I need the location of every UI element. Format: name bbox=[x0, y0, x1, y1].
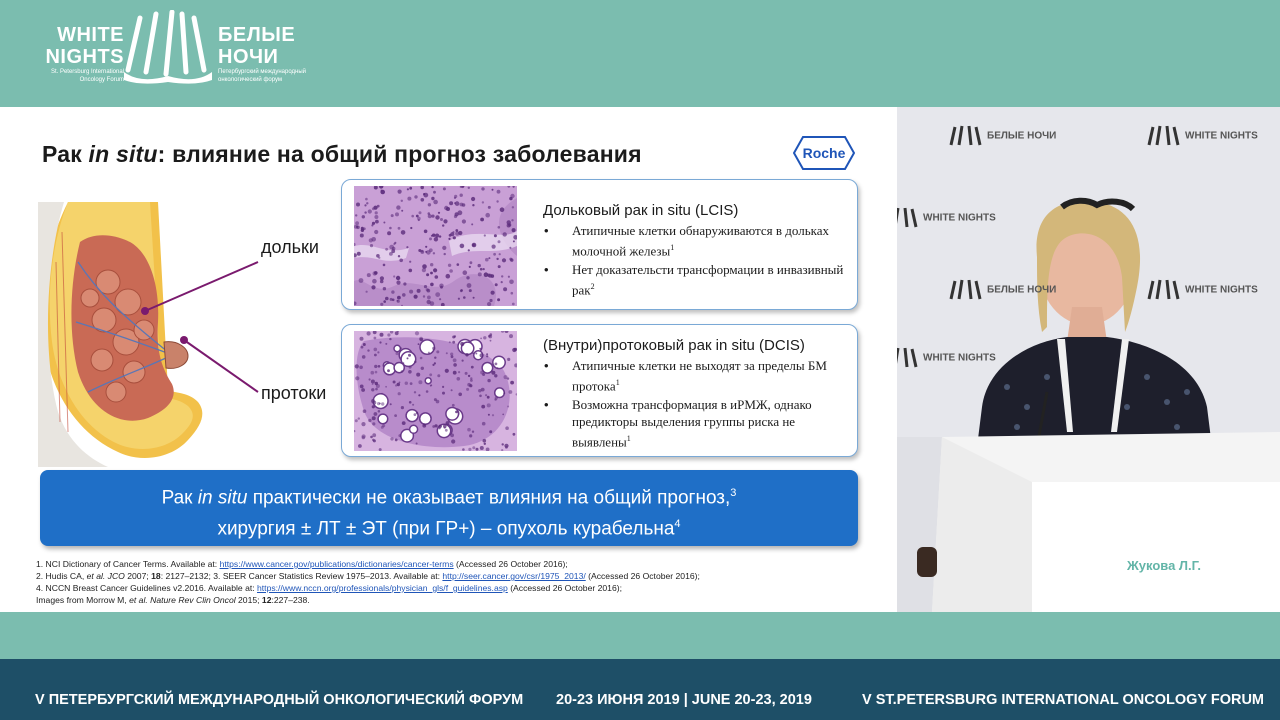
roche-logo bbox=[793, 136, 855, 170]
conclusion-banner bbox=[40, 470, 858, 546]
logo-en-line2: NIGHTS bbox=[45, 46, 124, 68]
ref-2-text: 2. Hudis CA, bbox=[36, 571, 87, 581]
lcis-box bbox=[341, 179, 858, 310]
ref-1-text: 1. NCI Dictionary of Cancer Terms. Available at: bbox=[36, 559, 220, 569]
ref-2-mid: 2007; bbox=[124, 571, 152, 581]
ref-img-tail: :227–238. bbox=[271, 595, 310, 605]
title-suffix: : влияние на общий прогноз заболевания bbox=[157, 141, 642, 167]
forum-logo bbox=[28, 10, 328, 95]
reference-1 bbox=[36, 558, 866, 570]
footer-dates: 20-23 ИЮНЯ 2019 | JUNE 20-23, 2019 bbox=[556, 692, 812, 708]
ref-img-etal: et al. Nature Rev Clin Oncol bbox=[129, 595, 236, 605]
ref-img-mid: 2015; bbox=[235, 595, 262, 605]
logo-english bbox=[34, 24, 124, 84]
lcis-bullets bbox=[543, 222, 848, 299]
dcis-bullet-1 bbox=[543, 357, 848, 394]
dcis-bullet-2 bbox=[543, 396, 848, 450]
lcis-histology-image bbox=[354, 186, 517, 306]
banner-line-1 bbox=[40, 480, 858, 511]
wall-logo-ru-2 bbox=[949, 279, 1056, 301]
reference-images bbox=[36, 594, 866, 606]
presentation-slide bbox=[0, 107, 897, 612]
speaker-video bbox=[897, 107, 1280, 612]
ref-img-text: Images from Morrow M, bbox=[36, 595, 130, 605]
speaker-name: Жукова Л.Г. bbox=[1127, 558, 1202, 573]
ref-2-etal: et al. JCO bbox=[86, 571, 125, 581]
breast-anatomy-illustration bbox=[38, 202, 208, 467]
label-lobules: дольки bbox=[261, 237, 319, 257]
wall-logo-en-1-text: WHITE NIGHTS bbox=[1185, 130, 1258, 142]
logo-russian bbox=[218, 24, 328, 84]
wall-logo-ru-1 bbox=[949, 125, 1056, 147]
ref-2-rest: : 2127–2132; 3. SEER Cancer Statistics Review 1975–2013. Available at: bbox=[160, 571, 443, 581]
dcis-heading: (Внутри)протоковый рак in situ (DCIS) bbox=[543, 337, 805, 354]
dcis-bullet-2-text: Возможна трансформация в иРМЖ, однако предикторы выделения группы риска не выявлены bbox=[572, 397, 812, 450]
logo-ru-sub1: Петербургский международный bbox=[218, 69, 307, 75]
footer-forum-ru: V ПЕТЕРБУРГСКИЙ МЕЖДУНАРОДНЫЙ ОНКОЛОГИЧЕСКИЙ ФОРУМ bbox=[35, 692, 524, 708]
wall-logo-en-2 bbox=[897, 207, 996, 229]
roche-logo-text: Roche bbox=[802, 145, 846, 161]
banner-line-1-prefix: Рак bbox=[161, 487, 198, 509]
ref-4-link[interactable]: https://www.nccn.org/professionals/physician_gls/f_guidelines.asp bbox=[257, 583, 508, 593]
footer-bar bbox=[0, 659, 1280, 720]
title-prefix: Рак bbox=[42, 141, 89, 167]
logo-ru-sub2: онкологический форум bbox=[218, 77, 283, 83]
dcis-bullets bbox=[543, 357, 848, 451]
dcis-histology-image bbox=[354, 331, 517, 451]
ref-1-link[interactable]: https://www.cancer.gov/publications/dictionaries/cancer-terms bbox=[219, 559, 454, 569]
logo-ru-line1: БЕЛЫЕ bbox=[218, 24, 296, 46]
ref-3-link[interactable]: http://seer.cancer.gov/csr/1975_2013/ bbox=[442, 571, 586, 581]
lcis-bullet-2-ref: 2 bbox=[590, 282, 595, 292]
banner-line-1-ref: 3 bbox=[730, 487, 737, 499]
slide-title bbox=[42, 141, 642, 168]
lcis-bullet-1 bbox=[543, 222, 848, 259]
banner-line-1-suffix: практически не оказывает влияния на общий прогноз, bbox=[247, 487, 731, 509]
banner-line-2-text: хирургия ± ЛТ ± ЭТ (при ГР+) – опухоль курабельна bbox=[217, 518, 675, 540]
ref-4-tail: (Accessed 26 October 2016); bbox=[507, 583, 622, 593]
label-ducts: протоки bbox=[261, 383, 327, 403]
wall-logo-en-2-text: WHITE NIGHTS bbox=[923, 212, 996, 224]
wall-logo-en-4 bbox=[897, 347, 996, 369]
ref-2-vol: 18 bbox=[151, 571, 161, 581]
logo-en-line1: WHITE bbox=[57, 24, 124, 46]
lcis-bullet-2-text: Нет доказательсти трансформации в инвазивный рак bbox=[572, 262, 844, 298]
footer-forum-en: V ST.PETERSBURG INTERNATIONAL ONCOLOGY FORUM bbox=[862, 692, 1264, 708]
dcis-bullet-1-text: Атипичные клетки не выходят за пределы БМ протока bbox=[572, 358, 827, 394]
ref-img-vol: 12 bbox=[261, 595, 272, 605]
dcis-bullet-2-ref: 1 bbox=[626, 434, 631, 444]
wall-logo-ru-2-text: БЕЛЫЕ НОЧИ bbox=[987, 284, 1057, 296]
ref-4-text: 4. NCCN Breast Cancer Guidelines v2.2016. Available at: bbox=[36, 583, 258, 593]
dcis-bullet-1-ref: 1 bbox=[615, 378, 620, 387]
lcis-text bbox=[543, 202, 848, 301]
wall-logo-ru-1-text: БЕЛЫЕ НОЧИ bbox=[987, 130, 1057, 142]
wall-logo-en-3 bbox=[1147, 279, 1258, 301]
banner-line-1-italic: in situ bbox=[197, 487, 248, 509]
ref-3-tail: (Accessed 26 October 2016); bbox=[585, 571, 700, 581]
reference-2-3 bbox=[36, 570, 866, 582]
reference-4 bbox=[36, 582, 866, 594]
logo-ru-line2: НОЧИ bbox=[218, 46, 279, 68]
logo-mark-icon bbox=[120, 10, 216, 85]
lcis-heading: Дольковый рак in situ (LCIS) bbox=[543, 202, 739, 219]
references bbox=[36, 558, 866, 606]
lcis-bullet-1-ref: 1 bbox=[670, 243, 675, 252]
title-italic: in situ bbox=[88, 141, 158, 167]
banner-line-2-ref: 4 bbox=[674, 518, 681, 531]
logo-en-sub2: Oncology Forum bbox=[79, 77, 124, 83]
lcis-bullet-2 bbox=[543, 261, 848, 298]
banner-line-2 bbox=[40, 511, 858, 542]
logo-en-sub1: St. Petersburg International bbox=[50, 69, 124, 75]
dcis-box bbox=[341, 324, 858, 457]
wall-logo-en-1 bbox=[1147, 125, 1258, 147]
wall-logo-en-4-text: WHITE NIGHTS bbox=[923, 352, 996, 364]
wall-logo-en-3-text: WHITE NIGHTS bbox=[1185, 284, 1258, 296]
ref-1-tail: (Accessed 26 October 2016); bbox=[453, 559, 568, 569]
lcis-bullet-1-text: Атипичные клетки обнаруживаются в дольках молочной железы bbox=[572, 223, 830, 259]
dcis-text bbox=[543, 337, 848, 453]
podium-front bbox=[1032, 482, 1280, 612]
